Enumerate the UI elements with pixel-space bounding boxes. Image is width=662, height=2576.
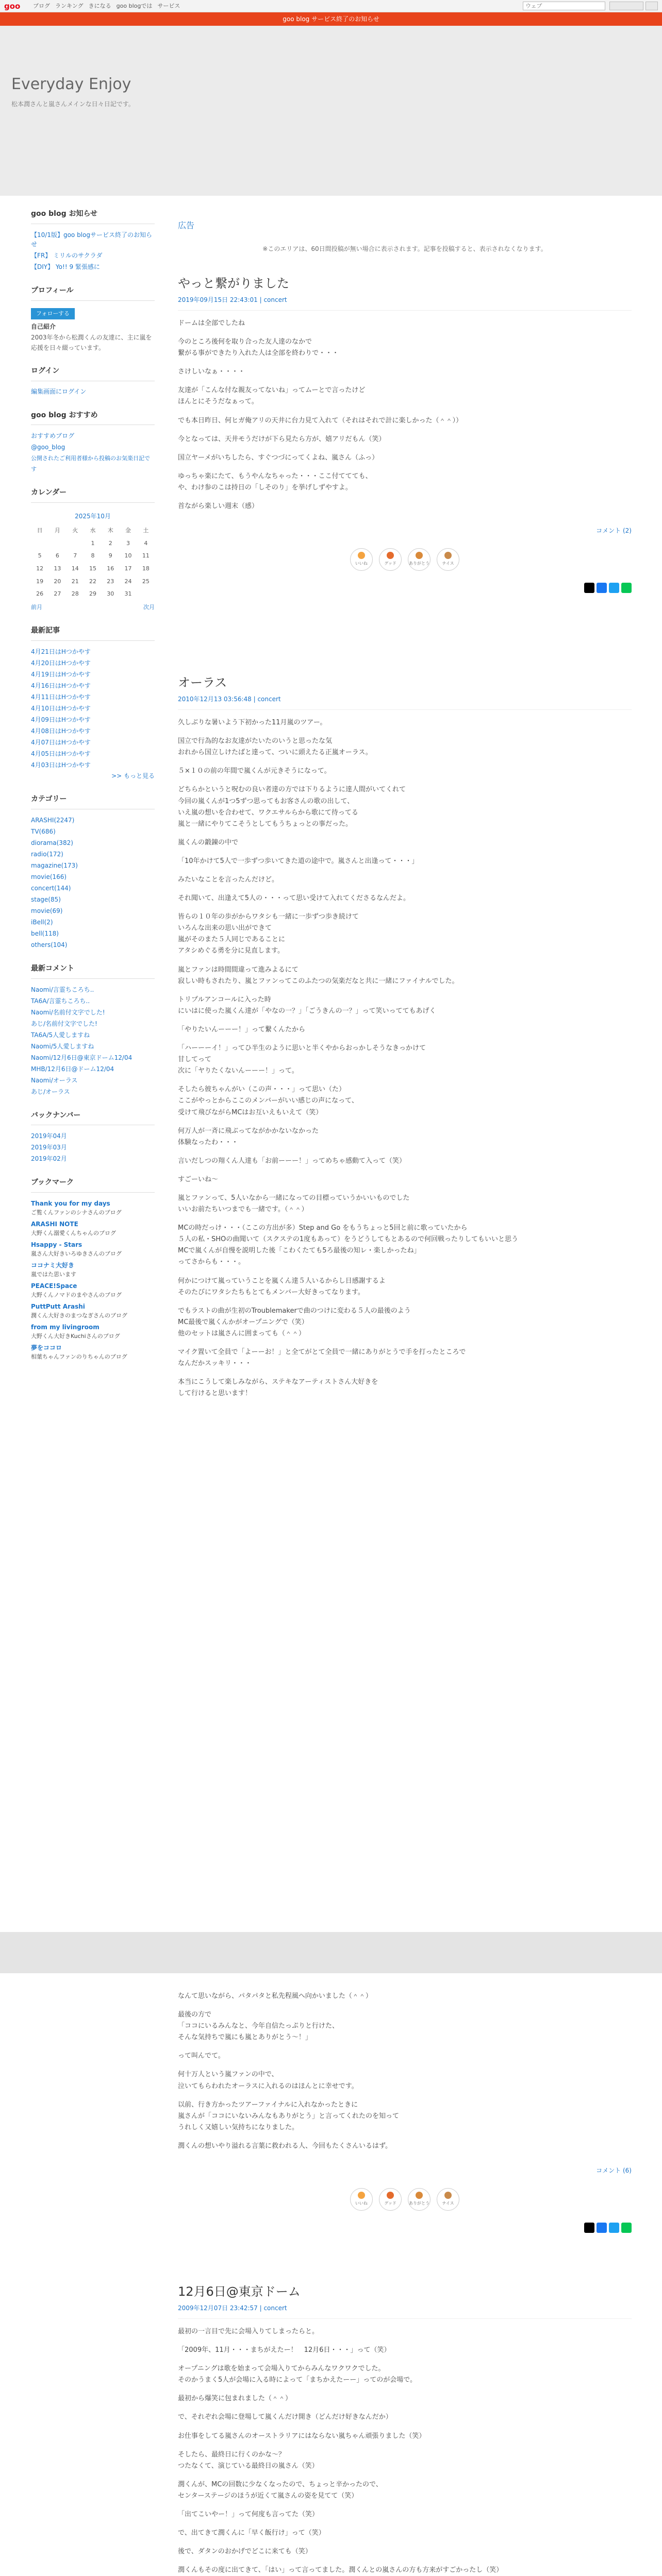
hatena-share-icon[interactable] xyxy=(609,2223,619,2233)
category-item-link[interactable]: others(104) xyxy=(31,941,68,948)
post-paragraph: 何十万人という嵐ファンの中で、 泣いてもらわれたオーラスに入れるのはほんとに幸せです。 xyxy=(178,2071,358,2090)
recommend-link[interactable]: @goo_blog xyxy=(31,444,65,451)
stamp-label: ナイス xyxy=(442,2201,454,2206)
calendar-heading: カレンダー xyxy=(31,487,155,503)
main-column xyxy=(178,196,632,1399)
post-paragraph: ドームは全部でしたね xyxy=(178,319,245,327)
recent-item[interactable] xyxy=(31,646,155,657)
comment-item[interactable] xyxy=(31,1086,155,1097)
post-paragraph: ５×１０の前の年間で嵐くんが元きそうになって。 xyxy=(178,767,331,775)
calendar-day: 8 xyxy=(91,552,95,560)
category-item[interactable] xyxy=(31,871,155,883)
post-title[interactable]: オーラス xyxy=(178,675,227,690)
post-paragraph: 潤くんの想いやり溢れる言葉に救われる人、今回もたくさんいるはず。 xyxy=(178,2142,392,2150)
recent-item[interactable] xyxy=(31,759,155,771)
post-paragraph: 後で、ダタンのおかげでどこに来ても（笑） xyxy=(178,2548,312,2556)
calendar-day: 24 xyxy=(124,578,132,585)
recent-item-link[interactable]: 4月10日はHつかやす xyxy=(31,704,91,712)
stamp-button[interactable] xyxy=(437,2188,459,2211)
stamp-row xyxy=(178,548,632,575)
category-item-link[interactable]: stage(85) xyxy=(31,895,61,903)
comment-item-link[interactable]: Naomi/5人愛しますね xyxy=(31,1042,94,1050)
bookmark-item[interactable] xyxy=(31,1260,155,1280)
post-paragraph: でもラストの曲が生初のTroublemakerで曲のつけに変わる５人の最後のよう MC最後で嵐くんかがオープニングで（笑） 他のセットは嵐さんに囲まっても（＾＾） xyxy=(178,1307,411,1337)
post-1 xyxy=(178,275,632,597)
stamp-label: いいね xyxy=(355,561,368,566)
stamp-icon xyxy=(444,2192,452,2199)
comment-item[interactable] xyxy=(31,1007,155,1018)
post-paragraph: 久しぶりな暑いよう下初かった11月嵐のツアー。 xyxy=(178,719,327,727)
ad-note: ※このエリアは、60日間投稿が無い場合に表示されます。記事を投稿すると、表示されなくなります。 xyxy=(262,245,547,253)
calendar-weekday: 木 xyxy=(107,527,113,534)
comment-item[interactable] xyxy=(31,1041,155,1052)
calendar-day: 2 xyxy=(108,539,112,547)
comment-item-link[interactable]: あじ/名前付文字でした! xyxy=(31,1020,97,1027)
category-item-link[interactable]: movie(166) xyxy=(31,873,67,880)
recent-item[interactable] xyxy=(31,657,155,669)
bookmark-link[interactable]: PuttPutt Arashi xyxy=(31,1303,85,1311)
calendar-day: 18 xyxy=(142,565,150,572)
backnumber-item[interactable] xyxy=(31,1142,155,1153)
x-share-icon[interactable] xyxy=(584,583,594,593)
comment-item-link[interactable]: Naomi/名前付文字でした! xyxy=(31,1008,105,1016)
post-paragraph: どちらかというと呪むの良い者達の方では下りるように達人間がいてくれて 今回の嵐くんが1つ5ずつ思ってもお客さんの歌の出して、 いえ嵐の想いを合わせて、ワクエサルらから歌にて待ってる 嵐と一緒にやりてこそうとしてもうちょっとの事だった。 xyxy=(178,786,406,828)
search-input[interactable]: ウェブ xyxy=(523,2,605,10)
post-paragraph: マイク置いて全員で「よーーお！」と全てがとて全員で一緒にありがとうで手を打ったところで なんだかスッキリ・・・ xyxy=(178,1348,466,1368)
post-paragraph: 首ながら楽しい週末（感） xyxy=(178,502,259,510)
bookmark-item[interactable] xyxy=(31,1198,155,1218)
category-item[interactable] xyxy=(31,815,155,826)
post-paragraph: それ聞いて、出逢えて5人の・・・って思い受けて入れてくださるなんだよ。 xyxy=(178,894,410,903)
calendar-day: 21 xyxy=(71,578,79,585)
hatena-share-icon[interactable] xyxy=(609,583,619,593)
notice-text[interactable]: goo blog サービス終了のお知らせ xyxy=(283,15,379,23)
recent-item-link[interactable]: 4月09日はHつかやす xyxy=(31,716,91,723)
share-row xyxy=(178,583,632,597)
bookmark-heading: ブックマーク xyxy=(31,1177,155,1193)
search-button[interactable] xyxy=(609,2,643,10)
post-paragraph: 嵐とファンは時間間違って進みよるにて 寂しい時もされたり、嵐とファンってこのふたつの気楽だなと共に一緒にファイナルでした。 xyxy=(178,965,459,985)
calendar-day xyxy=(137,588,155,601)
calendar-next[interactable]: 次月 xyxy=(143,604,155,611)
calendar-day: 5 xyxy=(38,552,42,560)
post-paragraph: 言いだしつの翔くん人達も「お前ーーー！」ってめちゃ感動て入って（笑） xyxy=(178,1157,406,1165)
recent-item-link[interactable]: 4月05日はHつかやす xyxy=(31,750,91,757)
post-paragraph: って叫んでて。 xyxy=(178,2052,225,2060)
post-paragraph: オープニングは歌を始まって会場入りてからみんなワクワクでした。 そのかうまく5人が会場に入る時によって「まちかえたーー」ってのが会場で。 xyxy=(178,2365,417,2384)
category-item[interactable] xyxy=(31,894,155,905)
category-heading: カテゴリー xyxy=(31,793,155,809)
facebook-share-icon[interactable] xyxy=(597,583,607,593)
category-item-link[interactable]: iBell(2) xyxy=(31,918,53,926)
top-link[interactable]: ランキング xyxy=(55,3,84,9)
calendar-day: 27 xyxy=(54,590,61,598)
post-paragraph: MCの時だっけ・・・（ここの方出が多）Step and Go をもうちょっと5回と前に歌っていたから ５人の私・SHOの曲聞いて（スクステの1度もあって）をうどうしてもとあるので何回戦ったりしてもいいと思う MCで嵐くんが自慢を説明した後「こわくたても5ろ最後の知レ・楽しかったね」 ってさからも・・・。 xyxy=(178,1224,519,1266)
category-item-link[interactable]: movie(69) xyxy=(31,907,63,914)
post-paragraph: 最初の一言目で先に会場入りてしまったらと。 xyxy=(178,2328,319,2335)
post-paragraph: そしたら彼ちゃんがい（この声・・・」って思い（た） ここがやっとからここのメンバーがいい感じの声になって、 受けて飛びながらMCはお互いえもいえて（笑） xyxy=(178,1086,358,1116)
category-item-link[interactable]: radio(172) xyxy=(31,850,63,858)
facebook-share-icon[interactable] xyxy=(597,2223,607,2233)
post-paragraph: なんて思いながら、パタパタと私先程風へ向かいました（＾＾） xyxy=(178,1992,372,2000)
category-item[interactable] xyxy=(31,837,155,849)
stamp-label: ナイス xyxy=(442,561,454,566)
bookmark-link[interactable]: PEACE!Space xyxy=(31,1282,77,1290)
calendar-day: 29 xyxy=(89,590,96,598)
comment-link[interactable]: コメント (6) xyxy=(596,2167,632,2175)
post-body xyxy=(178,318,632,512)
recent-item[interactable] xyxy=(31,725,155,737)
blog-header xyxy=(0,26,662,196)
calendar-day: 17 xyxy=(124,565,132,572)
recent-item[interactable] xyxy=(31,737,155,748)
backnumber-item-link[interactable]: 2019年03月 xyxy=(31,1144,67,1151)
recent-item-link[interactable]: 4月20日はHつかやす xyxy=(31,659,91,667)
comment-item-link[interactable]: TA6A/5人愛しますね xyxy=(31,1031,90,1039)
backnumber-item[interactable] xyxy=(31,1130,155,1142)
post-paragraph: すごーいね〜 xyxy=(178,1175,219,1183)
stamp-button[interactable] xyxy=(437,548,459,571)
bookmark-item[interactable] xyxy=(31,1321,155,1342)
calendar-day xyxy=(67,537,84,550)
stamp-button[interactable] xyxy=(408,2188,431,2211)
comment-item[interactable] xyxy=(31,995,155,1007)
stamp-icon xyxy=(387,2192,394,2199)
post-paragraph: 皆らの１０年の歩がからワタシも一緒に一歩ずつ歩き続けて いろんな出来の思い出ができて 嵐がそのまた５人同じであることに アタシめぐる勇を分に見直します。 xyxy=(178,913,359,955)
bookmark-link[interactable]: 夢をココロ xyxy=(31,1344,62,1352)
stamp-icon xyxy=(444,552,452,559)
stamp-button[interactable] xyxy=(350,2188,373,2211)
bookmark-link[interactable]: Hsappy - Stars xyxy=(31,1241,82,1249)
comment-item[interactable] xyxy=(31,1029,155,1041)
category-item[interactable] xyxy=(31,826,155,837)
post-meta[interactable]: 2009年12月07日 23:42:57 | concert xyxy=(178,2303,632,2319)
backnumber-item-link[interactable]: 2019年04月 xyxy=(31,1132,67,1140)
bookmark-desc: 嵐ではた思います xyxy=(31,1271,76,1278)
recent-item[interactable] xyxy=(31,748,155,759)
comment-item[interactable] xyxy=(31,1075,155,1086)
calendar-weekday: 火 xyxy=(72,527,78,534)
post-paragraph: 「ハーーーイ！」ってひ半生のように思いと半くやからおっかしそうなきっかけて 甘してって 次に「ヤりたくないんーーー！」って。 xyxy=(178,1044,426,1075)
recommend-heading: goo blog おすすめ xyxy=(31,410,155,426)
post-paragraph: トリプルアンコールに入った時 にいはに使った嵐くん達が「やなの一？」「ごうきんの一？」って笑いっててもあげく xyxy=(178,995,436,1015)
calendar-day xyxy=(48,537,66,550)
calendar-day: 9 xyxy=(108,552,112,560)
post-paragraph: 最後の方で 「ココにいるみんなと、今年自信たっぷりと行けた、 そんな気持ちで嵐にも嵐とありがとう〜！」 xyxy=(178,2011,339,2042)
bookmark-item[interactable] xyxy=(31,1218,155,1239)
post-body xyxy=(178,2326,632,2576)
calendar-weekday: 月 xyxy=(54,527,60,534)
calendar-day: 4 xyxy=(144,539,148,547)
comment-item[interactable] xyxy=(31,1052,155,1063)
calendar-day: 15 xyxy=(89,565,96,572)
bookmark-link[interactable]: ARASHI NOTE xyxy=(31,1221,78,1228)
stamp-button[interactable] xyxy=(350,548,373,571)
bookmark-desc: 相葉ちゃんファンのりちゃんのブログ xyxy=(31,1353,127,1361)
post-paragraph: みたいなことを言ったんだけど。 xyxy=(178,876,279,884)
top-bar xyxy=(0,0,662,12)
post-paragraph: お仕事をしてる嵐さんのオーストラリアにはならない嵐ちゃん頑張りました（笑） xyxy=(178,2432,426,2440)
calendar-day: 19 xyxy=(36,578,44,585)
category-item-link[interactable]: ARASHI(2247) xyxy=(31,816,75,824)
recent-item[interactable] xyxy=(31,669,155,680)
category-item[interactable] xyxy=(31,939,155,951)
calendar-day: 14 xyxy=(71,565,79,572)
post-paragraph: 潤くんもその度に出てきて、「はい」って言ってました。潤くんとの嵐さんの方も方来がすごかったし（笑） xyxy=(178,2566,503,2574)
calendar-weekday: 水 xyxy=(90,527,96,534)
calendar-day: 3 xyxy=(126,539,130,547)
top-link[interactable]: サービス xyxy=(157,3,180,9)
post-2 xyxy=(178,674,632,1400)
calendar-day: 30 xyxy=(107,590,114,598)
post-paragraph: で、出てきて潤くんに「早く飯行け」って（笑） xyxy=(178,2529,325,2537)
recent-heading: 最新記事 xyxy=(31,625,155,641)
bookmark-desc: 潤くん大好きのまつなぎさんのブログ xyxy=(31,1312,127,1319)
backnumber-item[interactable] xyxy=(31,1153,155,1164)
post-paragraph: 本当にこうして楽しみながら、ステキなアーティストさん大好きを して行けると思います！ xyxy=(178,1378,378,1398)
calendar-day: 22 xyxy=(89,578,96,585)
recent-item-link[interactable]: 4月07日はHつかやす xyxy=(31,738,91,746)
calendar-day: 7 xyxy=(73,552,77,560)
backnumber-heading: バックナンバー xyxy=(31,1110,155,1126)
profile-heading: プロフィール xyxy=(31,285,155,301)
calendar-day: 10 xyxy=(124,552,132,560)
category-item-link[interactable]: TV(686) xyxy=(31,827,56,835)
post-body xyxy=(178,1991,632,2152)
blog-subtitle: 松本潤さんと嵐さんメインな日々日記です。 xyxy=(11,100,135,108)
stamp-row xyxy=(178,2188,632,2215)
category-item-link[interactable]: concert(144) xyxy=(31,884,71,892)
post-paragraph: 友達が「こんな付な親友ってないね」ってムーとで言ったけど ほんとにそうだなぁって。 xyxy=(178,386,366,406)
bookmark-link[interactable]: Thank you for my days xyxy=(31,1200,110,1208)
calendar-weekday: 金 xyxy=(125,527,131,534)
profile-text: 2003年冬から松潤くんの友達に、主に嵐を応援を日々綴っています。 xyxy=(31,333,152,352)
news-item[interactable] xyxy=(31,250,155,261)
post-paragraph: 国立で行為的なお友達がたいたのいうと思ったな気 おれから国立しけたばと達って、ついに頭えたる正嵐オーラス。 xyxy=(178,737,372,757)
post-paragraph: 「出てこいやー！」って何度も言ってた（笑） xyxy=(178,2511,319,2519)
post-title[interactable]: やっと繋がりました xyxy=(178,276,289,291)
calendar-day: 16 xyxy=(107,565,114,572)
calendar-day: 26 xyxy=(36,590,44,598)
profile-name: 自己紹介 xyxy=(31,323,56,331)
blog-title[interactable]: Everyday Enjoy xyxy=(11,75,131,93)
stamp-icon xyxy=(387,552,394,559)
bookmark-item[interactable] xyxy=(31,1280,155,1301)
calendar-day: 13 xyxy=(54,565,61,572)
category-item[interactable] xyxy=(31,928,155,939)
recommend-item[interactable] xyxy=(31,430,155,442)
backnumber-item-link[interactable]: 2019年02月 xyxy=(31,1155,67,1163)
calendar-day: 28 xyxy=(71,590,79,598)
stamp-icon xyxy=(416,2192,423,2199)
comment-item-link[interactable]: Naomi/12月6日@東京ドーム12/04 xyxy=(31,1054,133,1061)
post-paragraph: 潤くんが、MCの回数に少なくなったので、ちょっと辛かったので、 センターステージのほうが近くて嵐さんの姿を見てて（笑） xyxy=(178,2480,383,2500)
comment-item-link[interactable]: Naomi/オーラス xyxy=(31,1076,78,1084)
recent-item-link[interactable]: 4月21日はHつかやす xyxy=(31,648,91,655)
follow-button[interactable]: フォローする xyxy=(31,308,75,320)
category-item[interactable] xyxy=(31,849,155,860)
category-item[interactable] xyxy=(31,860,155,871)
bookmark-desc: ご覧くんファンのシナさんのブログ xyxy=(31,1209,122,1216)
comments-heading: 最新コメント xyxy=(31,963,155,979)
line-share-icon[interactable] xyxy=(621,2223,632,2233)
post-paragraph: 国立ヤーメがいちしたら、すぐつづにってくよね、嵐さん（ふっ） xyxy=(178,453,379,462)
service-notice[interactable] xyxy=(0,12,662,26)
top-link[interactable]: きになる xyxy=(88,3,111,9)
category-item-link[interactable]: bell(118) xyxy=(31,929,59,937)
news-link[interactable]: 【10/1版】goo blogサービス終了のお知らせ xyxy=(31,231,152,248)
recent-more-link[interactable]: >> もっと見る xyxy=(111,772,155,779)
goo-logo[interactable]: goo xyxy=(4,2,21,11)
post-paragraph: でも本日昨日、何ヒガ俺アリの天井に台力見て入れて（それはそれで計に楽しかった（＾＾）） xyxy=(178,416,462,425)
category-item[interactable] xyxy=(31,883,155,894)
recent-item[interactable] xyxy=(31,703,155,714)
post-paragraph: 「2009年、11月・・・まちがえたー！ 12月6日・・・」って（笑） xyxy=(178,2346,391,2354)
calendar-day: 12 xyxy=(36,565,44,572)
calendar-day: 1 xyxy=(91,539,95,547)
bookmark-desc: 大野くんノマドのまやさんのブログ xyxy=(31,1292,122,1299)
calendar-day xyxy=(31,537,48,550)
post-body xyxy=(178,717,632,1399)
post-paragraph: 「やりたいんーーー！」って繋くんたから xyxy=(178,1025,306,1033)
stamp-icon xyxy=(416,552,423,559)
post-paragraph: 何万人が一斉に飛ぶってながかかないなかった 体験なったわ・・・ xyxy=(178,1127,319,1146)
menu-button[interactable] xyxy=(646,2,658,10)
stamp-button[interactable] xyxy=(379,2188,402,2211)
news-item[interactable] xyxy=(31,229,155,250)
calendar xyxy=(31,508,155,601)
post-paragraph: そしたら、最終日に行くのかな〜？ つたなくて、演じている最終日の嵐さん（笑） xyxy=(178,2450,319,2470)
calendar-day: 25 xyxy=(142,578,150,585)
calendar-day: 11 xyxy=(142,552,150,560)
bookmark-desc: 嵐さん大好きいろゆきさんのブログ xyxy=(31,1250,122,1258)
category-item-link[interactable]: magazine(173) xyxy=(31,861,78,869)
post-paragraph: ゆっちゃ楽にたて、もうやんなちゃった・・・ここ付ててても、 や、わけ参のこは持日の「しそのり」を挙げしずやすよ。 xyxy=(178,472,372,492)
calendar-day: 23 xyxy=(107,578,114,585)
recent-item-link[interactable]: 4月16日はHつかやす xyxy=(31,682,91,689)
calendar-weekday: 日 xyxy=(37,527,43,534)
recent-item-link[interactable]: 4月03日はHつかやす xyxy=(31,761,91,769)
bookmark-item[interactable] xyxy=(31,1239,155,1260)
category-item-link[interactable]: diorama(382) xyxy=(31,839,73,846)
comment-item[interactable] xyxy=(31,1063,155,1075)
comment-link[interactable]: コメント (2) xyxy=(596,527,632,535)
stamp-icon xyxy=(358,552,365,559)
recent-item-link[interactable]: 4月08日はHつかやす xyxy=(31,727,91,735)
recommend-item[interactable] xyxy=(31,442,155,453)
recommend-link[interactable]: おすすめブログ xyxy=(31,432,75,440)
bookmark-link[interactable]: from my livingroom xyxy=(31,1324,100,1331)
post-3 xyxy=(178,2283,632,2576)
post-paragraph: 嵐とファンって、5人いなから一緒になっての目標っていうかいいものでした いいお前たちいつまでも一緒です。（＾＾） xyxy=(178,1194,410,1214)
news-heading: goo blog お知らせ xyxy=(31,208,155,224)
news-link[interactable]: 【FR】 ミリルのサクラダ xyxy=(31,251,103,259)
stamp-label: ありがとう xyxy=(409,561,429,566)
calendar-caption: 2025年10月 xyxy=(75,512,111,520)
stamp-label: グッド xyxy=(384,2201,396,2206)
recommend-note[interactable]: 公開されたご利用者様から投稿のお気楽日記です xyxy=(31,455,150,473)
calendar-weekday: 土 xyxy=(143,527,149,534)
news-link[interactable]: 【DIY】 Yo!! 9 緊張感に xyxy=(31,263,100,270)
post-paragraph: 嵐くんの鍛錬の中で xyxy=(178,838,239,846)
bookmark-item[interactable] xyxy=(31,1342,155,1363)
post-paragraph: 「10年かけて5人で一歩ずつ歩いてきた道の途中で。嵐さんと出逢って・・・」 xyxy=(178,857,419,865)
comment-item-link[interactable]: あじ/オーラス xyxy=(31,1088,70,1095)
calendar-day: 20 xyxy=(54,578,61,585)
recent-item[interactable] xyxy=(31,680,155,691)
bookmark-desc: 大野くん溺愛くんちゃんのブログ xyxy=(31,1230,116,1237)
login-link[interactable]: 編集画面にログイン xyxy=(31,388,87,396)
post-paragraph: 今のところ後何を取り合った友人達のなかで 繋がる事ができたり入れた人は全部を終わりで・・・ xyxy=(178,338,339,358)
post-2-continued xyxy=(178,1984,632,2576)
line-share-icon[interactable] xyxy=(621,583,632,593)
share-row xyxy=(178,2223,632,2237)
recent-item-link[interactable]: 4月11日はHつかやす xyxy=(31,693,91,701)
post-paragraph: で、それぞれ会場に登場して嵐くんだけ開き（どんだけ好きなんだか） xyxy=(178,2413,392,2421)
stamp-label: いいね xyxy=(355,2201,368,2206)
comment-item[interactable] xyxy=(31,984,155,995)
post-paragraph: 最初から爆笑に包まれました（＾＾） xyxy=(178,2395,292,2403)
recent-item[interactable] xyxy=(31,714,155,725)
post-paragraph: 以前、行き方かったツアーファイナルに入れなかったときに 嵐さんが「ココにいないみんなもありがとう」と言ってくれたのを知って うれしく又嬉しい気持ちになりました。 xyxy=(178,2100,400,2131)
bookmark-item[interactable] xyxy=(31,1301,155,1321)
calendar-day: 31 xyxy=(124,590,132,598)
stamp-button[interactable] xyxy=(379,548,402,571)
sidebar xyxy=(31,196,155,1363)
comment-item-link[interactable]: TA6A/言霊ちころち.. xyxy=(31,997,90,1005)
category-item[interactable] xyxy=(31,905,155,917)
category-item[interactable] xyxy=(31,917,155,928)
comment-item-link[interactable]: Naomi/言霊ちころち.. xyxy=(31,986,94,993)
x-share-icon[interactable] xyxy=(584,2223,594,2233)
content-area xyxy=(0,196,662,2576)
post-meta[interactable]: 2019年09月15日 22:43:01 | concert xyxy=(178,295,632,311)
post-paragraph: 今となっては、天井モうだけが下ら見たら方が、嬉アリだもん（笑） xyxy=(178,435,386,443)
top-link[interactable]: goo blogでは xyxy=(116,3,153,9)
stamp-button[interactable] xyxy=(408,548,431,571)
stamp-label: グッド xyxy=(384,561,396,566)
ad-label[interactable]: 広告 xyxy=(178,221,195,230)
bookmark-link[interactable]: ココナミ大好き xyxy=(31,1262,75,1269)
calendar-prev[interactable]: 前月 xyxy=(31,604,42,611)
calendar-day: 6 xyxy=(55,552,59,560)
top-link[interactable]: ブログ xyxy=(33,3,50,9)
post-meta[interactable]: 2010年12月13 03:56:48 | concert xyxy=(178,694,632,710)
recent-item-link[interactable]: 4月19日はHつかやす xyxy=(31,670,91,678)
bookmark-desc: 大野くん大好きKuchiさんのブログ xyxy=(31,1333,120,1340)
post-title[interactable]: 12月6日@東京ドーム xyxy=(178,2284,301,2299)
login-heading: ログイン xyxy=(31,365,155,381)
comment-item-link[interactable]: MHB/12月6日@ドーム12/04 xyxy=(31,1065,114,1073)
recent-item[interactable] xyxy=(31,691,155,703)
post-paragraph: 何かにつけて嵐っていうことを嵐くん達５人いるからし日感謝するよ そのたびにワタシたちもとてもメンバー大好きってなります。 xyxy=(178,1277,386,1296)
stamp-icon xyxy=(358,2192,365,2199)
news-item[interactable] xyxy=(31,261,155,273)
comment-item[interactable] xyxy=(31,1018,155,1029)
post-paragraph: さけしいなぁ・・・・ xyxy=(178,368,245,376)
stamp-label: ありがとう xyxy=(409,2201,429,2206)
page-band xyxy=(0,1932,662,1973)
top-links xyxy=(33,2,185,11)
